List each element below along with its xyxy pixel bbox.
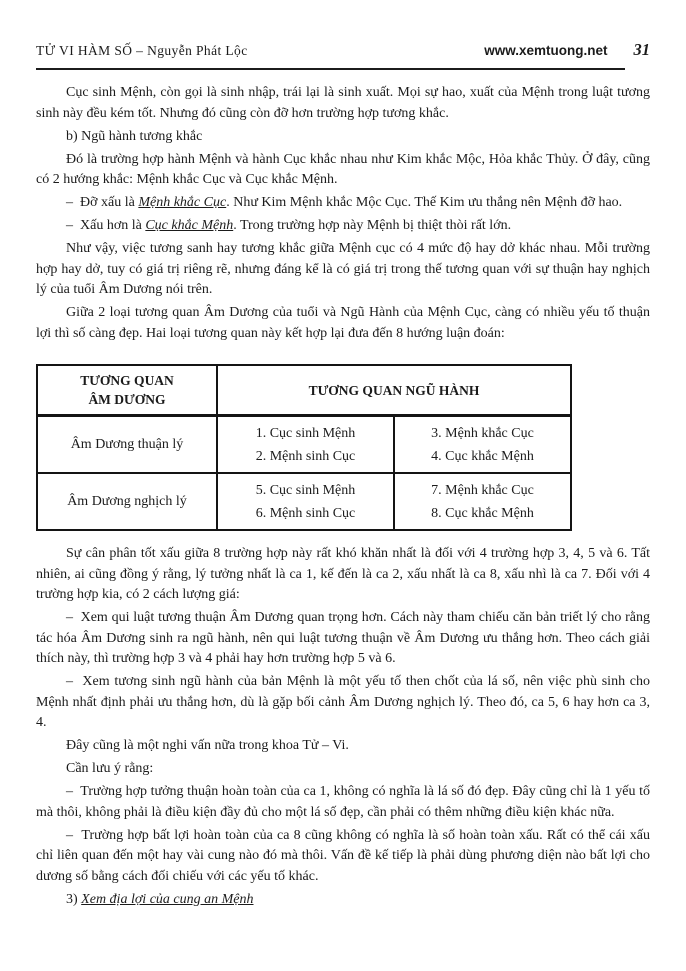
cell-line: 8. Cục khắc Mệnh bbox=[431, 505, 534, 521]
text-run: – Xấu hơn là bbox=[66, 218, 146, 233]
paragraph bbox=[36, 890, 650, 911]
table-cell-khac bbox=[394, 473, 571, 530]
book-title: TỬ VI HÀM SỐ – Nguyễn Phát Lộc bbox=[36, 43, 248, 58]
document-body bbox=[36, 83, 650, 910]
paragraph bbox=[36, 759, 650, 780]
cell-lines bbox=[431, 477, 534, 527]
table-header-line: TƯƠNG QUAN bbox=[80, 373, 174, 388]
text-run: 3) bbox=[66, 891, 82, 907]
paragraph bbox=[36, 150, 650, 191]
text-run: – Trường hợp tưởng thuận hoàn toàn của ca 1, không có nghĩa là lá số đó đẹp. Đây cũng chỉ là 1 yếu tố mà thôi, không phải là điều kiện đầy đủ cho một lá số đẹp, cần phải có thêm những điều kiện khác nữa. bbox=[36, 784, 650, 820]
amduong-nguhanh-table bbox=[36, 364, 572, 531]
paragraph bbox=[36, 672, 650, 734]
table-cell-khac bbox=[394, 416, 571, 474]
text-run: Đây cũng là một nghi vấn nữa trong khoa Tử – Vi. bbox=[66, 738, 349, 753]
paragraph bbox=[36, 216, 650, 237]
table-header-amduong bbox=[37, 365, 217, 416]
header-right bbox=[484, 40, 650, 60]
table-cell-amduong: Âm Dương nghịch lý bbox=[37, 473, 217, 530]
cell-line: 7. Mệnh khắc Cục bbox=[431, 482, 534, 498]
table-row bbox=[37, 473, 571, 530]
text-run: . Trong trường hợp này Mệnh bị thiệt thòi rất lớn. bbox=[233, 218, 512, 233]
text-run: Đó là trường hợp hành Mệnh và hành Cục khắc nhau như Kim khắc Mộc, Hỏa khắc Thủy. Ở đây, cũng có 2 hướng khắc: Mệnh khắc Cục và Cục khắc Mệnh. bbox=[36, 151, 650, 187]
paragraph bbox=[36, 193, 650, 214]
table-header-line: ÂM DƯƠNG bbox=[88, 392, 166, 407]
cell-line: 6. Mệnh sinh Cục bbox=[255, 505, 356, 521]
header-divider bbox=[36, 68, 625, 70]
paragraph bbox=[36, 782, 650, 823]
text-run: Sự cân phân tốt xấu giữa 8 trường hợp này rất khó khăn nhất là đối với 4 trường hợp 3, 4, 5 và 6. Tất nhiên, ai cũng đồng ý rằng, lý tưởng nhất là ca 1, kế đến là ca 2, xấu nhất là ca 8, xấu nhì là ca 7. Đối với 4 trường hợp kia, có 2 cách lượng giá: bbox=[36, 546, 650, 602]
page-header bbox=[36, 40, 650, 60]
text-run: Giữa 2 loại tương quan Âm Dương của tuổi và Ngũ Hành của Mệnh Cục, càng có nhiều yếu tố thuận lợi thì số càng đẹp. Hai loại tương quan này kết hợp lại đưa đến 8 hướng luận đoán: bbox=[36, 305, 650, 341]
emphasized-text: Cục khắc Mệnh bbox=[145, 218, 234, 233]
cell-lines bbox=[256, 420, 356, 470]
cell-line: 4. Cục khắc Mệnh bbox=[431, 448, 534, 464]
text-run: – Trường hợp bất lợi hoàn toàn của ca 8 cũng không có nghĩa là số hoàn toàn xấu. Rất có thể cái xấu chỉ liên quan đến một hay vài cung nào đó mà thôi. Vấn đề kế tiếp là phải dùng phương diện nào bất lợi cho dương số bằng cách đối chiếu với các yếu tố khác. bbox=[36, 827, 650, 884]
paragraph bbox=[36, 826, 650, 888]
cell-line: 1. Cục sinh Mệnh bbox=[255, 425, 356, 441]
table-header-nguhanh: TƯƠNG QUAN NGŨ HÀNH bbox=[217, 365, 571, 416]
text-run: Như vậy, việc tương sanh hay tương khắc giữa Mệnh cục có 4 mức độ hay dở khác nhau. Mỗi trường hợp hay dở, tuy có giá trị riêng rẽ, nhưng đáng kể là có giá trị trong thế tương quan với sự thuận hay nghịch lý của tuổi Âm Dương nói trên. bbox=[36, 241, 650, 297]
paragraph bbox=[36, 83, 650, 124]
emphasized-text: Mệnh khắc Cục bbox=[138, 195, 227, 210]
paragraph bbox=[36, 239, 650, 301]
paragraph bbox=[36, 127, 650, 148]
cell-line: 3. Mệnh khắc Cục bbox=[431, 425, 534, 441]
text-run: . Như Kim Mệnh khắc Mộc Cục. Thế Kim ưu thắng nên Mệnh đỡ hao. bbox=[226, 195, 623, 210]
cell-line: 5. Cục sinh Mệnh bbox=[255, 482, 356, 498]
paragraph bbox=[36, 303, 650, 344]
emphasized-text: Xem địa lợi của cung an Mệnh bbox=[81, 891, 254, 907]
cell-line: 2. Mệnh sinh Cục bbox=[255, 448, 356, 464]
text-run: b) Ngũ hành tương khắc bbox=[66, 128, 203, 144]
paragraph bbox=[36, 608, 650, 670]
website-url: www.xemtuong.net bbox=[484, 43, 608, 58]
cell-lines bbox=[256, 477, 356, 527]
table-cell-amduong: Âm Dương thuận lý bbox=[37, 416, 217, 474]
text-run: Cục sinh Mệnh, còn gọi là sinh nhập, trái lại là sinh xuất. Mọi sự hao, xuất của Mệnh trong luật tương sinh này đều kém tốt. Nhưng đó cũng còn đỡ hơn trường hợp tương khắc. bbox=[36, 85, 650, 121]
cell-lines bbox=[431, 420, 534, 470]
paragraph bbox=[36, 736, 650, 757]
paragraph bbox=[36, 544, 650, 606]
text-run: – Xem tương sinh ngũ hành của bản Mệnh là một yếu tố then chốt của lá số, nên việc phù sinh cho Mệnh nhất định phải ưu thắng hơn, dù là gặp bối cảnh Âm Dương nghịch lý. Theo đó, ca 5, 6 hay hơn ca 3, 4. bbox=[36, 674, 650, 730]
text-run: Cần lưu ý rằng: bbox=[66, 761, 154, 776]
text-run: – Xem qui luật tương thuận Âm Dương quan trọng hơn. Cách này tham chiếu căn bản triết lý cho rằng tác hóa Âm Dương sinh ra ngũ hành, nên qui luật tương thuận về Âm Dương ưu thắng hơn. Theo cách giải thích này, thì trường hợp 3 và 4 phải hay hơn trường hợp 5 và 6. bbox=[36, 610, 650, 666]
text-run: – Đỡ xấu là bbox=[66, 195, 139, 210]
table-header-row bbox=[37, 365, 571, 416]
page-number: 31 bbox=[633, 40, 650, 59]
table-row bbox=[37, 416, 571, 474]
table-cell-sinh bbox=[217, 473, 394, 530]
table-cell-sinh bbox=[217, 416, 394, 474]
